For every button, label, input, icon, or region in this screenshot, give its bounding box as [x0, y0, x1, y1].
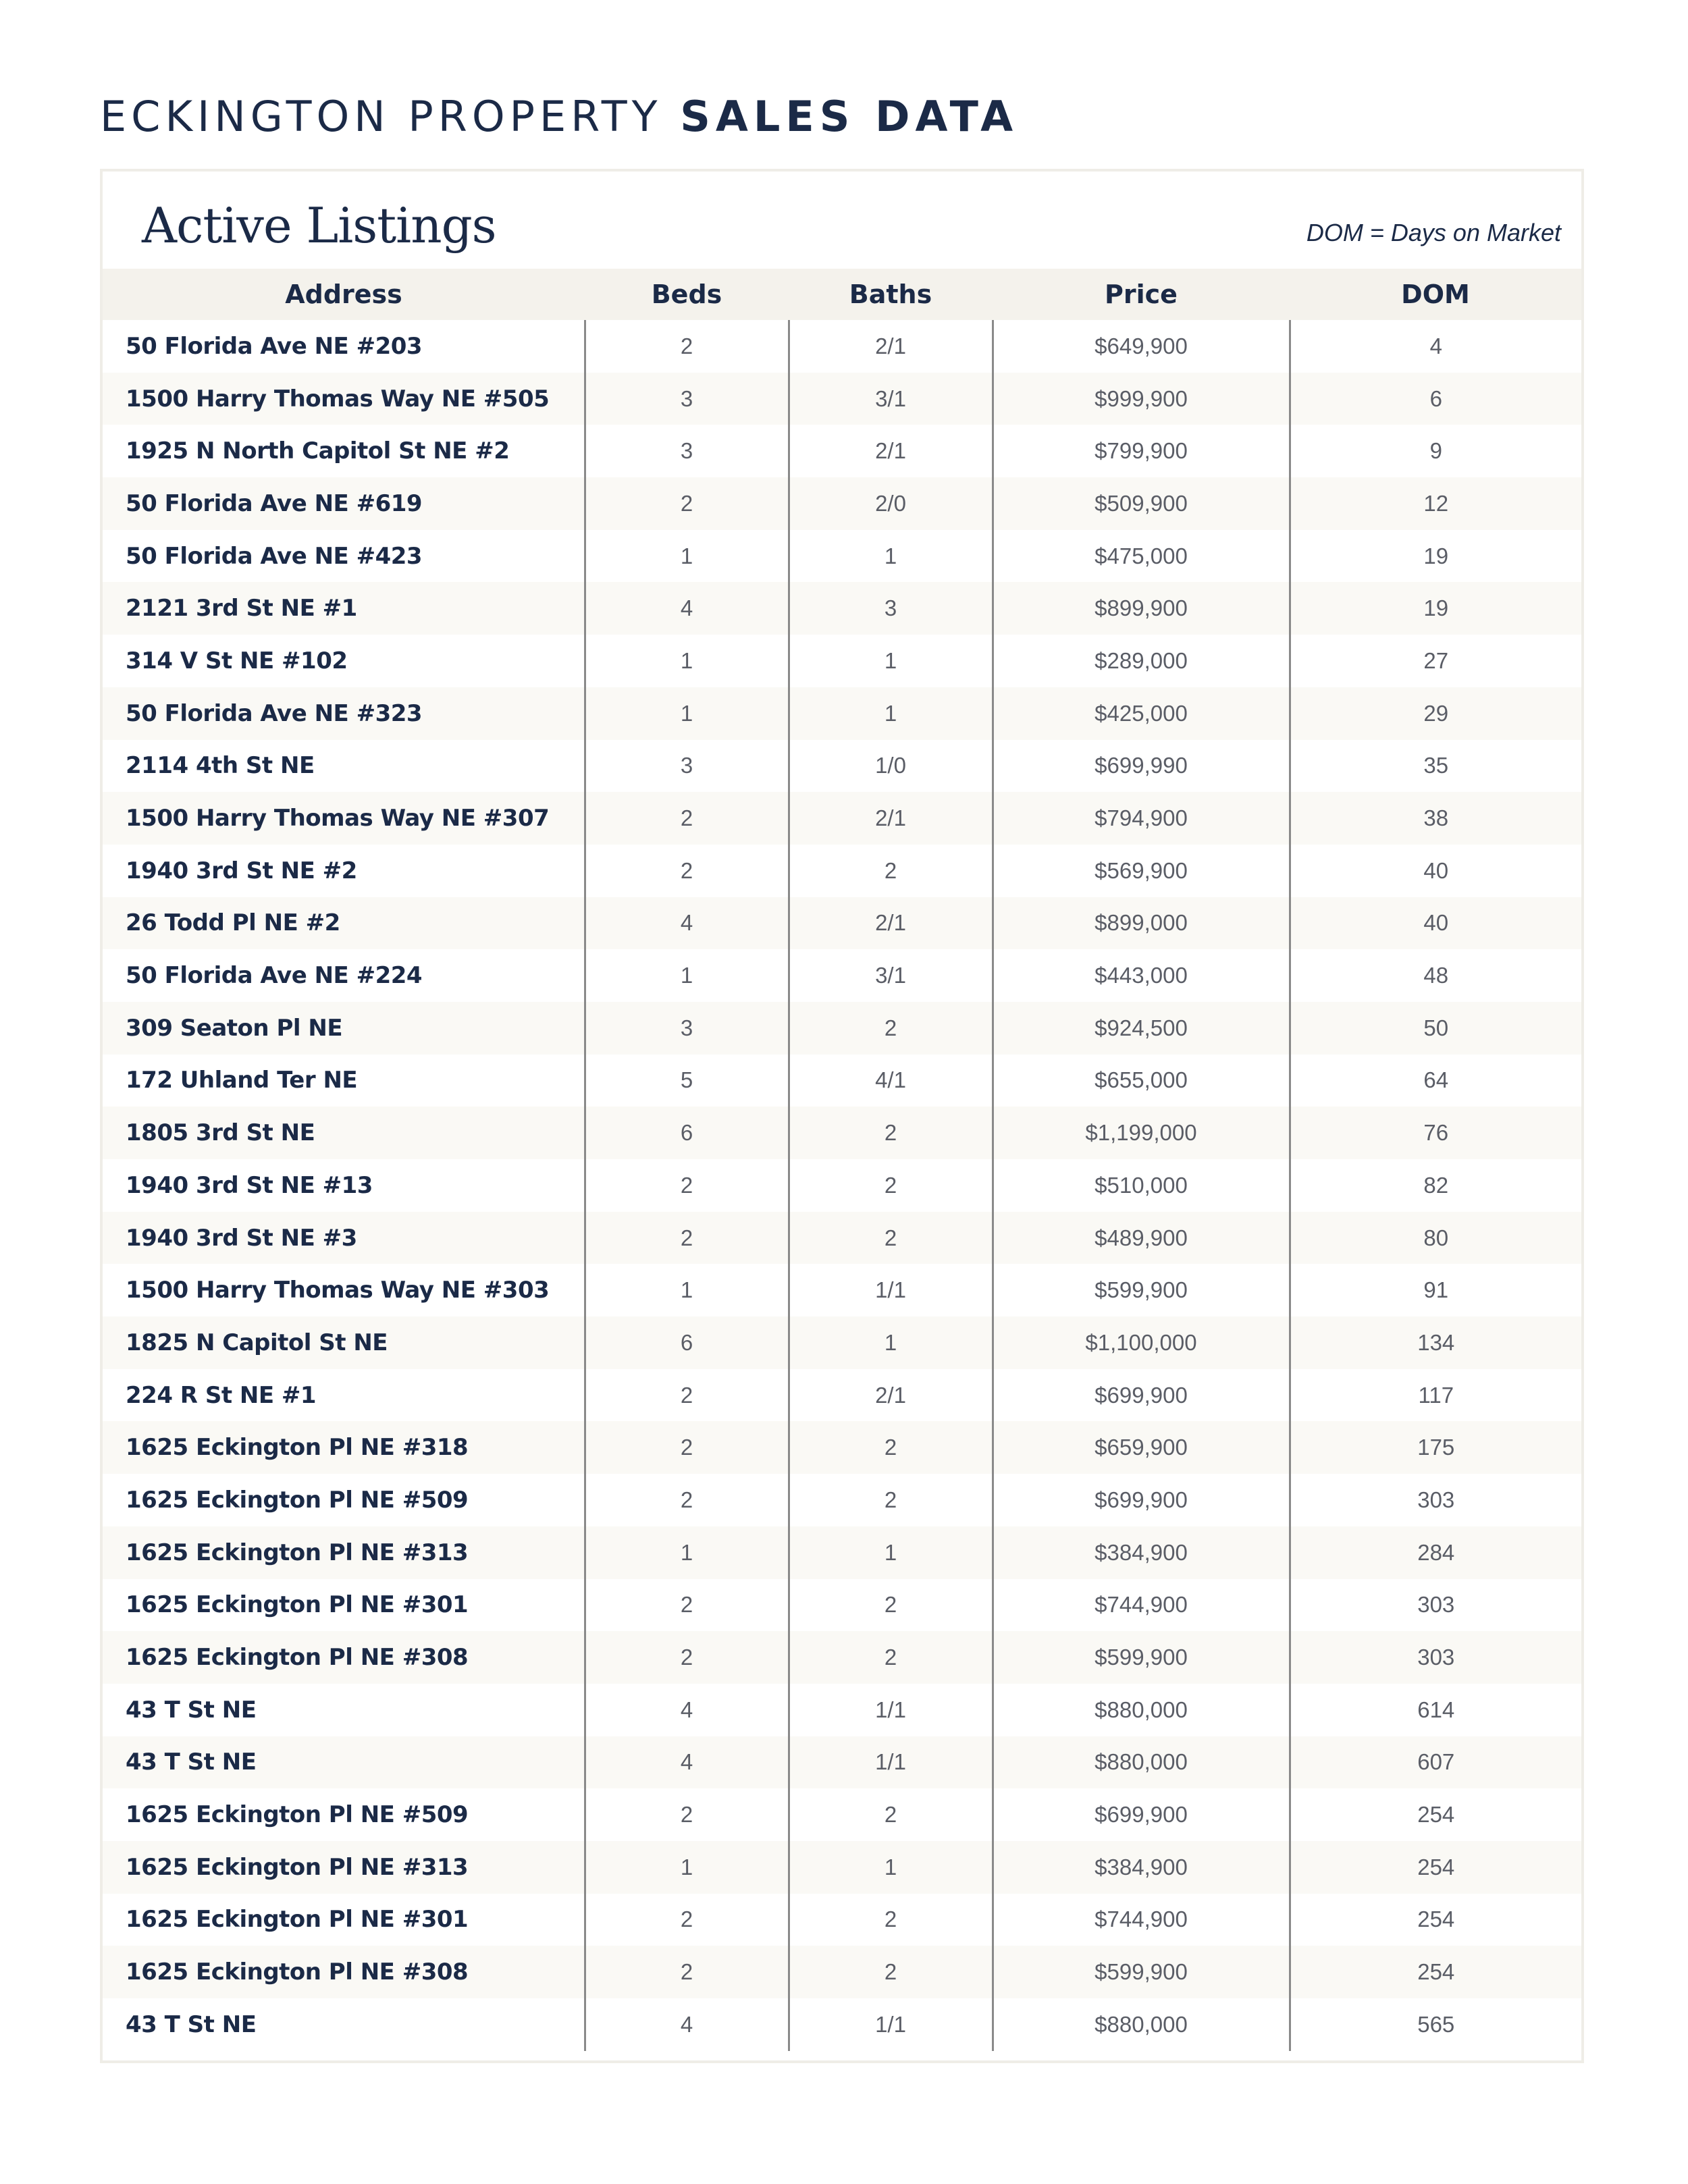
- cell-baths: 2/1: [789, 897, 993, 950]
- cell-address: 1925 N North Capitol St NE #2: [126, 437, 510, 465]
- cell-dom: 303: [1290, 1631, 1581, 1684]
- cell-baths: 2: [789, 1474, 993, 1526]
- cell-baths: 2/1: [789, 792, 993, 845]
- cell-beds: 1: [585, 635, 789, 687]
- cell-price: $699,900: [993, 1474, 1290, 1526]
- cell-dom: 35: [1290, 740, 1581, 793]
- cell-beds: 1: [585, 530, 789, 583]
- table-row: [103, 477, 1581, 530]
- cell-price: $744,900: [993, 1894, 1290, 1946]
- table-row: [103, 1631, 1581, 1684]
- dom-legend-note: DOM = Days on Market: [1306, 219, 1561, 246]
- cell-baths: 1: [789, 1841, 993, 1894]
- cell-baths: 2/1: [789, 320, 993, 373]
- cell-beds: 3: [585, 373, 789, 425]
- cell-baths: 2/0: [789, 477, 993, 530]
- cell-address: 1940 3rd St NE #3: [126, 1224, 357, 1252]
- cell-address: 43 T St NE: [126, 1749, 257, 1776]
- cell-address: 2121 3rd St NE #1: [126, 595, 357, 622]
- cell-beds: 1: [585, 1526, 789, 1579]
- cell-dom: 19: [1290, 582, 1581, 635]
- cell-beds: 2: [585, 1788, 789, 1841]
- cell-beds: 6: [585, 1107, 789, 1159]
- cell-baths: 1: [789, 635, 993, 687]
- table-row: [103, 687, 1581, 740]
- cell-baths: 3/1: [789, 373, 993, 425]
- header-row: [103, 269, 1581, 320]
- cell-price: $699,900: [993, 1369, 1290, 1422]
- cell-address: 50 Florida Ave NE #423: [126, 542, 423, 570]
- cell-beds: 3: [585, 740, 789, 793]
- cell-price: $699,900: [993, 1788, 1290, 1841]
- cell-dom: 303: [1290, 1579, 1581, 1632]
- cell-beds: 2: [585, 1369, 789, 1422]
- cell-dom: 175: [1290, 1421, 1581, 1474]
- cell-baths: 2: [789, 1159, 993, 1212]
- table-row: [103, 1055, 1581, 1107]
- cell-dom: 254: [1290, 1946, 1581, 1998]
- table-row: [103, 1264, 1581, 1316]
- cell-address: 1500 Harry Thomas Way NE #505: [126, 385, 550, 412]
- cell-address: 1500 Harry Thomas Way NE #307: [126, 805, 550, 832]
- cell-price: $659,900: [993, 1421, 1290, 1474]
- cell-address: 1625 Eckington Pl NE #509: [126, 1486, 469, 1514]
- cell-baths: 2: [789, 1631, 993, 1684]
- table-row: [103, 1684, 1581, 1736]
- cell-beds: 4: [585, 1736, 789, 1789]
- cell-baths: 3: [789, 582, 993, 635]
- cell-dom: 614: [1290, 1684, 1581, 1736]
- cell-beds: 1: [585, 949, 789, 1002]
- cell-price: $744,900: [993, 1579, 1290, 1632]
- cell-baths: 2: [789, 845, 993, 897]
- cell-baths: 2: [789, 1002, 993, 1055]
- cell-address: 43 T St NE: [126, 1696, 257, 1724]
- cell-baths: 1: [789, 687, 993, 740]
- cell-dom: 29: [1290, 687, 1581, 740]
- cell-price: $599,900: [993, 1631, 1290, 1684]
- cell-price: $880,000: [993, 1684, 1290, 1736]
- cell-price: $899,900: [993, 582, 1290, 635]
- cell-beds: 3: [585, 1002, 789, 1055]
- cell-address: 50 Florida Ave NE #224: [126, 962, 423, 990]
- cell-address: 1625 Eckington Pl NE #313: [126, 1539, 469, 1566]
- cell-dom: 19: [1290, 530, 1581, 583]
- table-body: [103, 320, 1581, 2051]
- cell-price: $475,000: [993, 530, 1290, 583]
- cell-address: 50 Florida Ave NE #203: [126, 332, 423, 360]
- cell-dom: 40: [1290, 845, 1581, 897]
- table-row: [103, 1421, 1581, 1474]
- table-row: [103, 373, 1581, 425]
- table-row: [103, 1526, 1581, 1579]
- cell-dom: 565: [1290, 1998, 1581, 2051]
- cell-baths: 2: [789, 1946, 993, 1998]
- cell-address: 314 V St NE #102: [126, 647, 348, 674]
- cell-dom: 64: [1290, 1055, 1581, 1107]
- cell-address: 1805 3rd St NE: [126, 1119, 315, 1147]
- cell-baths: 2: [789, 1788, 993, 1841]
- cell-baths: 1/0: [789, 740, 993, 793]
- cell-baths: 2: [789, 1212, 993, 1264]
- cell-beds: 2: [585, 1894, 789, 1946]
- table-row: [103, 635, 1581, 687]
- cell-address: 1625 Eckington Pl NE #318: [126, 1434, 469, 1462]
- cell-address: 43 T St NE: [126, 2010, 257, 2038]
- cell-beds: 6: [585, 1316, 789, 1369]
- cell-beds: 1: [585, 687, 789, 740]
- cell-baths: 3/1: [789, 949, 993, 1002]
- cell-beds: 2: [585, 792, 789, 845]
- table-row: [103, 320, 1581, 373]
- cell-dom: 6: [1290, 373, 1581, 425]
- cell-dom: 12: [1290, 477, 1581, 530]
- cell-beds: 2: [585, 320, 789, 373]
- cell-baths: 1/1: [789, 1736, 993, 1789]
- table-row: [103, 1736, 1581, 1789]
- cell-beds: 4: [585, 1998, 789, 2051]
- table-row: [103, 1212, 1581, 1264]
- cell-beds: 2: [585, 1946, 789, 1998]
- cell-price: $289,000: [993, 635, 1290, 687]
- cell-price: $999,900: [993, 373, 1290, 425]
- table-row: [103, 425, 1581, 477]
- cell-dom: 303: [1290, 1474, 1581, 1526]
- cell-beds: 1: [585, 1264, 789, 1316]
- cell-price: $880,000: [993, 1736, 1290, 1789]
- cell-beds: 2: [585, 1421, 789, 1474]
- cell-beds: 4: [585, 582, 789, 635]
- cell-dom: 80: [1290, 1212, 1581, 1264]
- cell-dom: 284: [1290, 1526, 1581, 1579]
- cell-dom: 27: [1290, 635, 1581, 687]
- cell-beds: 2: [585, 1474, 789, 1526]
- cell-address: 1625 Eckington Pl NE #301: [126, 1906, 469, 1934]
- table-row: [103, 1579, 1581, 1632]
- table-row: [103, 1316, 1581, 1369]
- cell-price: $799,900: [993, 425, 1290, 477]
- table-row: [103, 1159, 1581, 1212]
- cell-beds: 2: [585, 845, 789, 897]
- cell-baths: 4/1: [789, 1055, 993, 1107]
- page-title-light: ECKINGTON PROPERTY: [100, 92, 662, 141]
- cell-dom: 607: [1290, 1736, 1581, 1789]
- cell-price: $699,990: [993, 740, 1290, 793]
- page-title: [100, 86, 1018, 147]
- cell-price: $510,000: [993, 1159, 1290, 1212]
- cell-price: $599,900: [993, 1264, 1290, 1316]
- cell-baths: 2: [789, 1421, 993, 1474]
- cell-baths: 1/1: [789, 1264, 993, 1316]
- cell-dom: 117: [1290, 1369, 1581, 1422]
- cell-dom: 48: [1290, 949, 1581, 1002]
- cell-address: 1940 3rd St NE #2: [126, 857, 357, 884]
- cell-baths: 2/1: [789, 1369, 993, 1422]
- cell-price: $649,900: [993, 320, 1290, 373]
- column-header-beds: Beds: [651, 279, 722, 309]
- cell-dom: 40: [1290, 897, 1581, 950]
- cell-address: 26 Todd Pl NE #2: [126, 909, 340, 937]
- cell-beds: 2: [585, 477, 789, 530]
- cell-price: $794,900: [993, 792, 1290, 845]
- cell-beds: 2: [585, 1579, 789, 1632]
- cell-address: 1625 Eckington Pl NE #308: [126, 1959, 469, 1986]
- column-header-address: Address: [285, 279, 402, 309]
- cell-dom: 82: [1290, 1159, 1581, 1212]
- cell-beds: 2: [585, 1212, 789, 1264]
- table-row: [103, 740, 1581, 793]
- cell-baths: 2: [789, 1894, 993, 1946]
- cell-price: $509,900: [993, 477, 1290, 530]
- table-row: [103, 1369, 1581, 1422]
- table-row: [103, 1788, 1581, 1841]
- cell-baths: 1: [789, 1526, 993, 1579]
- cell-price: $899,000: [993, 897, 1290, 950]
- cell-beds: 1: [585, 1841, 789, 1894]
- cell-price: $599,900: [993, 1946, 1290, 1998]
- cell-address: 1625 Eckington Pl NE #301: [126, 1591, 469, 1619]
- cell-dom: 76: [1290, 1107, 1581, 1159]
- cell-dom: 254: [1290, 1894, 1581, 1946]
- column-header-dom: DOM: [1401, 279, 1470, 309]
- cell-address: 1500 Harry Thomas Way NE #303: [126, 1277, 550, 1304]
- table-row: [103, 897, 1581, 950]
- table-row: [103, 582, 1581, 635]
- table-row: [103, 1002, 1581, 1055]
- cell-beds: 2: [585, 1159, 789, 1212]
- cell-beds: 3: [585, 425, 789, 477]
- column-header-price: Price: [1105, 279, 1178, 309]
- cell-address: 1825 N Capitol St NE: [126, 1329, 388, 1356]
- cell-baths: 2: [789, 1579, 993, 1632]
- cell-address: 224 R St NE #1: [126, 1381, 317, 1409]
- cell-dom: 38: [1290, 792, 1581, 845]
- cell-beds: 4: [585, 897, 789, 950]
- listings-table: [103, 269, 1581, 2051]
- cell-dom: 254: [1290, 1788, 1581, 1841]
- cell-beds: 4: [585, 1684, 789, 1736]
- column-header-baths: Baths: [849, 279, 932, 309]
- cell-price: $924,500: [993, 1002, 1290, 1055]
- cell-address: 309 Seaton Pl NE: [126, 1014, 343, 1042]
- cell-baths: 2: [789, 1107, 993, 1159]
- cell-price: $880,000: [993, 1998, 1290, 2051]
- active-listings-card: [100, 169, 1584, 2063]
- cell-address: 1625 Eckington Pl NE #308: [126, 1644, 469, 1672]
- cell-price: $384,900: [993, 1526, 1290, 1579]
- table-row: [103, 845, 1581, 897]
- table-row: [103, 1998, 1581, 2051]
- cell-baths: 1: [789, 1316, 993, 1369]
- cell-baths: 1/1: [789, 1998, 993, 2051]
- cell-beds: 2: [585, 1631, 789, 1684]
- cell-price: $1,100,000: [993, 1316, 1290, 1369]
- table-row: [103, 1474, 1581, 1526]
- cell-address: 172 Uhland Ter NE: [126, 1067, 358, 1094]
- cell-address: 2114 4th St NE: [126, 752, 315, 780]
- cell-dom: 9: [1290, 425, 1581, 477]
- cell-baths: 2/1: [789, 425, 993, 477]
- cell-beds: 5: [585, 1055, 789, 1107]
- page-title-bold: SALES DATA: [680, 92, 1019, 141]
- cell-price: $425,000: [993, 687, 1290, 740]
- cell-price: $569,900: [993, 845, 1290, 897]
- section-title: Active Listings: [142, 197, 496, 254]
- table-row: [103, 1107, 1581, 1159]
- cell-dom: 254: [1290, 1841, 1581, 1894]
- table-row: [103, 792, 1581, 845]
- table-row: [103, 530, 1581, 583]
- table-row: [103, 1894, 1581, 1946]
- cell-address: 1625 Eckington Pl NE #313: [126, 1853, 469, 1881]
- table-row: [103, 1841, 1581, 1894]
- cell-dom: 91: [1290, 1264, 1581, 1316]
- cell-address: 1625 Eckington Pl NE #509: [126, 1801, 469, 1829]
- cell-baths: 1/1: [789, 1684, 993, 1736]
- table-row: [103, 949, 1581, 1002]
- table-header: [103, 269, 1581, 320]
- cell-baths: 1: [789, 530, 993, 583]
- cell-dom: 4: [1290, 320, 1581, 373]
- cell-dom: 134: [1290, 1316, 1581, 1369]
- cell-price: $489,900: [993, 1212, 1290, 1264]
- cell-price: $443,000: [993, 949, 1290, 1002]
- cell-address: 1940 3rd St NE #13: [126, 1171, 373, 1199]
- table-row: [103, 1946, 1581, 1998]
- cell-address: 50 Florida Ave NE #619: [126, 489, 423, 517]
- cell-dom: 50: [1290, 1002, 1581, 1055]
- cell-price: $384,900: [993, 1841, 1290, 1894]
- cell-price: $655,000: [993, 1055, 1290, 1107]
- cell-price: $1,199,000: [993, 1107, 1290, 1159]
- cell-address: 50 Florida Ave NE #323: [126, 699, 423, 727]
